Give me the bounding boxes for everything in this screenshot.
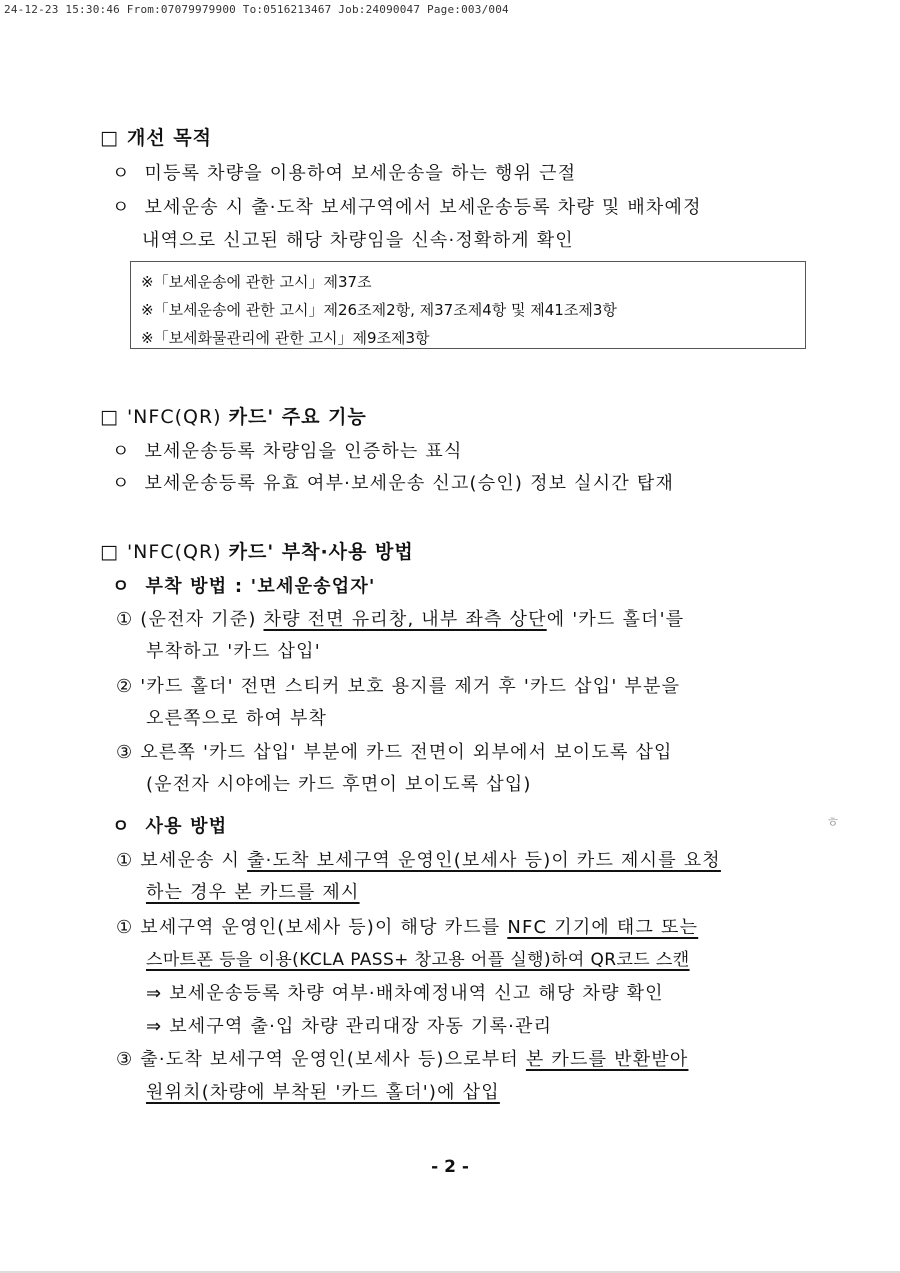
section-title-features <box>100 402 367 429</box>
page-number: - 2 - <box>431 1157 469 1177</box>
item-underlined: 출·도착 보세구역 운영인(보세사 등)이 카드 제시를 요청 <box>247 850 721 871</box>
bullet-item <box>112 469 674 495</box>
stray-mark-icon: ㅎ <box>826 815 840 831</box>
title-bold: 카드 <box>228 541 268 563</box>
item-text: '카드 홀더' 전면 스티커 보호 용지를 제거 후 '카드 삽입' 부분을 <box>140 676 681 697</box>
item-number: ③ <box>116 742 134 763</box>
bullet-text: 보세운송등록 차량임을 인증하는 표식 <box>144 441 463 462</box>
numbered-item <box>116 738 673 764</box>
numbered-item <box>116 913 698 939</box>
numbered-item <box>116 1045 688 1071</box>
title-prefix: 'NFC(QR) <box>126 541 229 563</box>
item-continuation-underlined: 하는 경우 본 카드를 제시 <box>146 882 360 903</box>
title-bold: 카드 <box>228 406 268 428</box>
reference-box <box>130 261 806 349</box>
section-title-usage <box>100 537 414 564</box>
bullet-item <box>112 437 463 463</box>
sub-heading-text: 부착 방법 : '보세운송업자' <box>145 576 376 597</box>
item-continuation-underlined: 스마트폰 등을 이용(KCLA PASS+ 창고용 어플 실행)하여 QR코드 스캔 <box>146 950 690 970</box>
sub-heading-text: 사용 방법 <box>145 816 228 837</box>
bullet-glyph: ㅇ <box>112 197 131 218</box>
item-text: 출·도착 보세구역 운영인(보세사 등)으로부터 <box>140 1049 526 1070</box>
bullet-text: 보세운송등록 유효 여부·보세운송 신고(승인) 정보 실시간 탑재 <box>144 473 675 494</box>
fax-header: 24-12-23 15:30:46 From:07079979900 To:0516213467 Job:24090047 Page:003/004 <box>4 3 509 16</box>
item-number: ① <box>116 850 134 871</box>
bullet-glyph: ㅇ <box>112 473 131 494</box>
arrow-note: ⇒ 보세운송등록 차량 여부·배차예정내역 신고 해당 차량 확인 <box>146 983 664 1004</box>
item-continuation: 부착하고 '카드 삽입' <box>146 641 321 662</box>
numbered-item <box>116 672 680 698</box>
sub-heading-use <box>112 812 227 838</box>
item-text: 보세운송 시 <box>140 850 248 871</box>
bullet-text: 미등록 차량을 이용하여 보세운송을 하는 행위 근절 <box>144 163 577 184</box>
item-continuation: 오른쪽으로 하여 부착 <box>146 708 328 729</box>
bullet-item <box>112 193 702 219</box>
item-underlined: 차량 전면 유리창, 내부 좌측 상단 <box>263 609 547 630</box>
bullet-glyph: ㅇ <box>112 576 131 597</box>
numbered-item <box>116 846 721 872</box>
checkbox-glyph: □ <box>100 541 119 563</box>
title-prefix: 'NFC(QR) <box>126 406 229 428</box>
checkbox-glyph: □ <box>100 127 119 149</box>
item-text: 에 '카드 홀더'를 <box>546 609 685 630</box>
section-title-text: 개선 목적 <box>126 127 212 149</box>
item-number: ③ <box>116 1049 134 1070</box>
bullet-text: 보세운송 시 출·도착 보세구역에서 보세운송등록 차량 및 배차예정 <box>144 197 702 218</box>
bullet-item <box>112 159 576 185</box>
item-text: 보세구역 운영인(보세사 등)이 해당 카드를 <box>140 917 508 938</box>
item-continuation-underlined: 원위치(차량에 부착된 '카드 홀더')에 삽입 <box>146 1082 500 1103</box>
item-continuation: (운전자 시야에는 카드 후면이 보이도록 삽입) <box>146 774 532 795</box>
item-number: ① <box>116 917 134 938</box>
item-text: 오른쪽 '카드 삽입' 부분에 카드 전면이 외부에서 보이도록 삽입 <box>140 742 673 763</box>
item-underlined: NFC 기기에 태그 또는 <box>507 917 699 938</box>
section-title-purpose <box>100 123 212 150</box>
item-underlined: 본 카드를 반환받아 <box>525 1049 689 1070</box>
bullet-glyph: ㅇ <box>112 816 131 837</box>
checkbox-glyph: □ <box>100 406 119 428</box>
bullet-glyph: ㅇ <box>112 163 131 184</box>
reference-line: ※「보세운송에 관한 고시」제26조제2항, 제37조제4항 및 제41조제3항 <box>141 301 617 319</box>
reference-line: ※「보세화물관리에 관한 고시」제9조제3항 <box>141 329 430 347</box>
bullet-continuation: 내역으로 신고된 해당 차량임을 신속·정확하게 확인 <box>142 230 574 251</box>
item-number: ② <box>116 676 134 697</box>
arrow-note: ⇒ 보세구역 출·입 차량 관리대장 자동 기록·관리 <box>146 1016 553 1037</box>
reference-line: ※「보세운송에 관한 고시」제37조 <box>141 273 372 291</box>
title-suffix: ' 주요 기능 <box>267 406 367 428</box>
item-text: (운전자 기준) <box>140 609 264 630</box>
sub-heading-attach <box>112 572 376 598</box>
item-number: ① <box>116 609 134 630</box>
bullet-glyph: ㅇ <box>112 441 131 462</box>
title-suffix: ' 부착·사용 방법 <box>267 541 414 563</box>
numbered-item <box>116 605 684 631</box>
